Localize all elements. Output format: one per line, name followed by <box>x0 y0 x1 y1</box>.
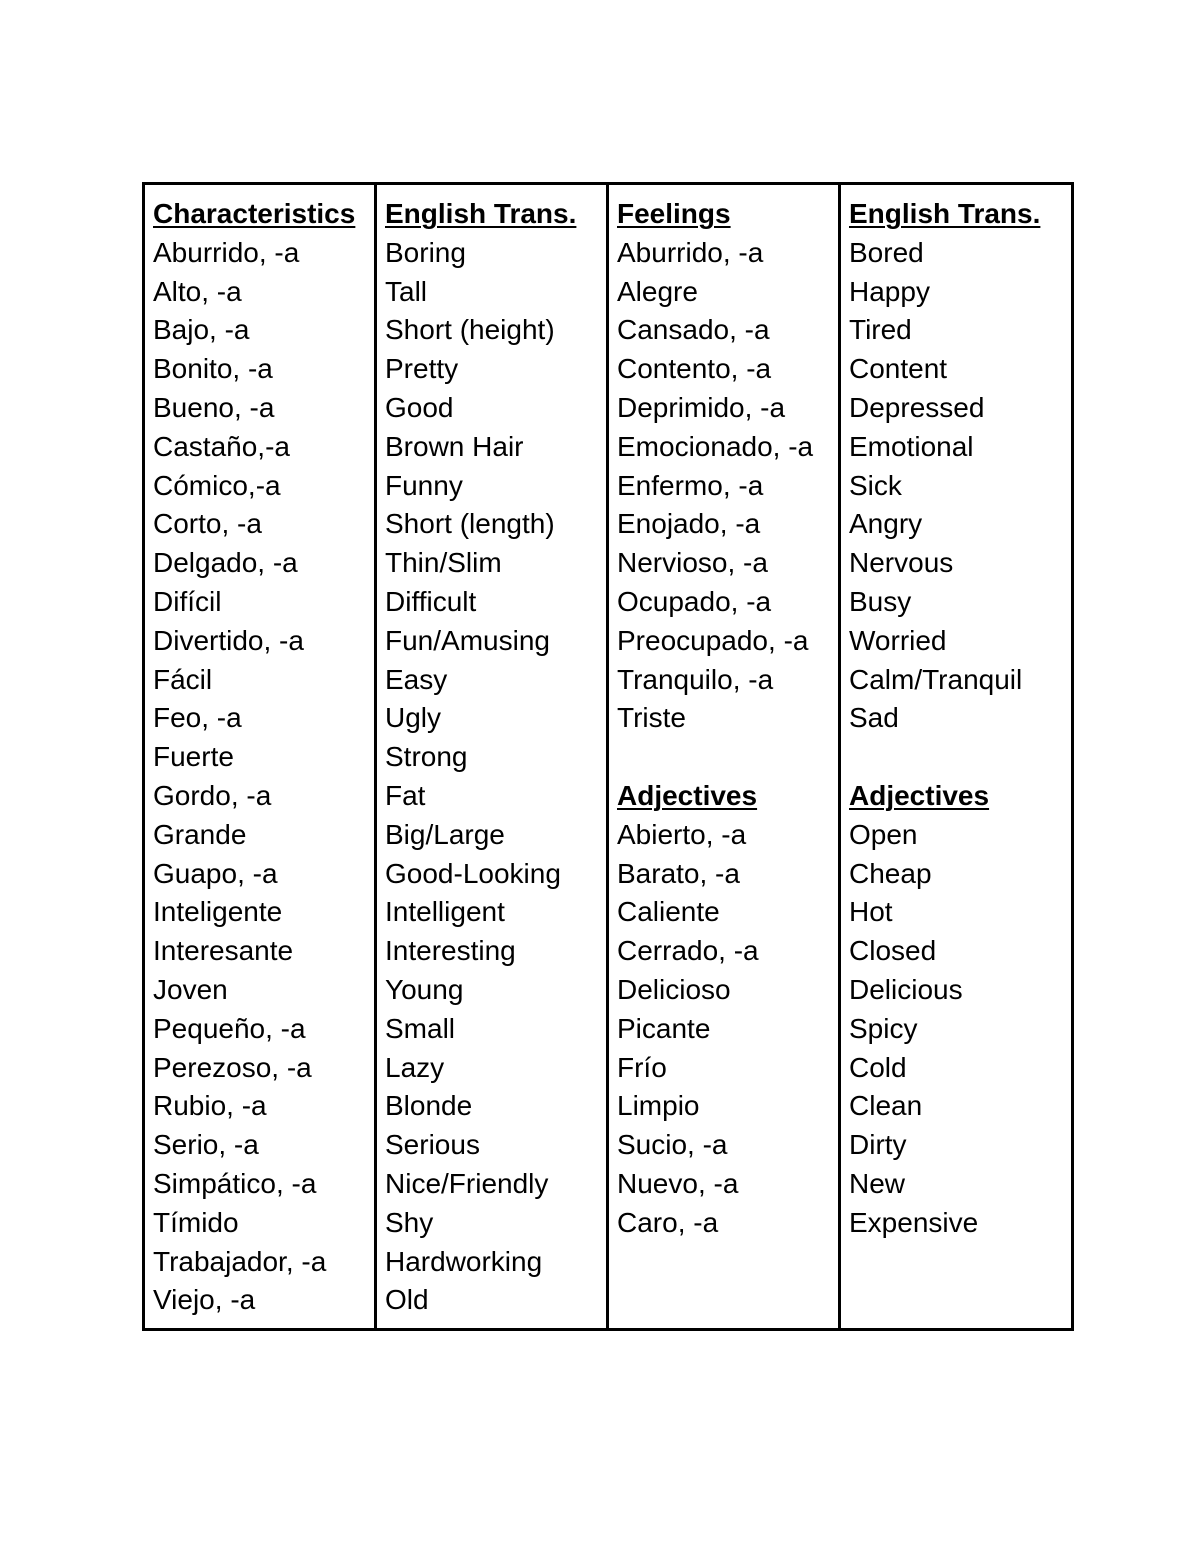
vocab-entry: Tired <box>849 314 912 346</box>
vocab-entry: Bonito, -a <box>153 353 273 385</box>
vocab-entry: Serio, -a <box>153 1129 259 1161</box>
vocab-entry: Preocupado, -a <box>617 624 809 656</box>
vocab-entry: Joven <box>153 973 228 1005</box>
vocab-entry: Funny <box>385 469 463 501</box>
vocab-entry: Intelligent <box>385 896 505 928</box>
vocab-entry: Fuerte <box>153 741 234 773</box>
vocab-entry: Angry <box>849 508 923 540</box>
vocab-entry: Picante <box>617 1012 711 1044</box>
vocab-entry: Strong <box>385 741 468 773</box>
vocab-entry: Contento, -a <box>617 353 772 385</box>
vocab-entry: Hardworking <box>385 1245 543 1277</box>
vocab-entry: Fácil <box>153 663 213 695</box>
vocab-entry: Trabajador, -a <box>153 1245 327 1277</box>
vocab-entry: Pretty <box>385 353 459 385</box>
vocab-entry: Corto, -a <box>153 508 262 540</box>
column-header: English Trans. <box>385 198 577 229</box>
vocab-entry: Cheap <box>849 857 932 889</box>
vocab-entry: Small <box>385 1012 456 1044</box>
vocab-entry: Dirty <box>849 1129 907 1161</box>
vocab-entry: Frío <box>617 1051 667 1083</box>
column-feelings <box>608 184 840 1330</box>
vocab-entry: Boring <box>385 236 466 268</box>
vocab-entry: Aburrido, -a <box>617 236 764 268</box>
vocab-entry: Difícil <box>153 585 222 617</box>
vocab-entry: Spicy <box>849 1012 918 1044</box>
vocab-entry: Caro, -a <box>617 1206 719 1238</box>
section-spacer <box>617 738 830 777</box>
vocab-entry: Rubio, -a <box>153 1090 267 1122</box>
vocab-entry: Busy <box>849 585 912 617</box>
vocab-entry: Feo, -a <box>153 702 242 734</box>
vocab-entry: Deprimido, -a <box>617 391 786 423</box>
vocab-entry: Blonde <box>385 1090 473 1122</box>
section-spacer <box>849 738 1063 777</box>
vocab-entry: Divertido, -a <box>153 624 304 656</box>
vocab-entry: Abierto, -a <box>617 818 747 850</box>
column-characteristics-english <box>376 184 608 1330</box>
vocab-entry: Nervous <box>849 547 954 579</box>
vocab-entry: Happy <box>849 275 930 307</box>
vocab-entry: Nice/Friendly <box>385 1167 549 1199</box>
vocab-entry: Gordo, -a <box>153 779 272 811</box>
vocab-entry: Short (length) <box>385 508 555 540</box>
vocab-entry: Sad <box>849 702 899 734</box>
vocab-entry: Guapo, -a <box>153 857 278 889</box>
vocab-entry: Pequeño, -a <box>153 1012 306 1044</box>
vocab-entry: Cansado, -a <box>617 314 770 346</box>
vocab-entry: Difficult <box>385 585 477 617</box>
vocab-entry: Castaño,-a <box>153 430 290 462</box>
table-row <box>144 184 1073 1330</box>
vocab-entry: Fat <box>385 779 426 811</box>
vocab-entry: Delgado, -a <box>153 547 298 579</box>
vocab-entry: Tall <box>385 275 428 307</box>
vocab-entry: Open <box>849 818 918 850</box>
vocab-entry: New <box>849 1167 906 1199</box>
vocab-entry: Sick <box>849 469 902 501</box>
vocab-entry: Nervioso, -a <box>617 547 768 579</box>
vocab-entry: Sucio, -a <box>617 1129 728 1161</box>
vocab-entry: Tímido <box>153 1206 239 1238</box>
vocab-entry: Expensive <box>849 1206 979 1238</box>
column-header: English Trans. <box>849 198 1041 229</box>
vocab-entry: Delicioso <box>617 973 731 1005</box>
vocab-entry: Emotional <box>849 430 974 462</box>
column-characteristics <box>144 184 376 1330</box>
vocab-entry: Calm/Tranquil <box>849 663 1023 695</box>
vocab-entry: Thin/Slim <box>385 547 502 579</box>
vocab-entry: Bajo, -a <box>153 314 250 346</box>
vocab-entry: Short (height) <box>385 314 555 346</box>
vocab-entry: Good-Looking <box>385 857 561 889</box>
vocab-entry: Grande <box>153 818 247 850</box>
vocab-entry: Barato, -a <box>617 857 740 889</box>
vocab-entry: Nuevo, -a <box>617 1167 739 1199</box>
vocab-entry: Serious <box>385 1129 480 1161</box>
vocab-entry: Viejo, -a <box>153 1284 256 1316</box>
vocab-entry: Easy <box>385 663 448 695</box>
vocab-entry: Alegre <box>617 275 698 307</box>
vocab-entry: Interesting <box>385 935 516 967</box>
vocab-entry: Hot <box>849 896 893 928</box>
vocab-entry: Ugly <box>385 702 442 734</box>
vocab-entry: Old <box>385 1284 429 1316</box>
vocab-entry: Alto, -a <box>153 275 242 307</box>
vocab-entry: Triste <box>617 702 686 734</box>
section-header: Adjectives <box>849 779 990 811</box>
vocab-entry: Lazy <box>385 1051 445 1083</box>
vocab-entry: Delicious <box>849 973 963 1005</box>
vocab-entry: Worried <box>849 624 947 656</box>
vocab-entry: Emocionado, -a <box>617 430 814 462</box>
vocab-entry: Inteligente <box>153 896 283 928</box>
vocab-entry: Closed <box>849 935 937 967</box>
vocab-entry: Aburrido, -a <box>153 236 300 268</box>
vocab-entry: Cold <box>849 1051 907 1083</box>
vocab-entry: Caliente <box>617 896 720 928</box>
vocab-entry: Enfermo, -a <box>617 469 764 501</box>
column-feelings-english <box>840 184 1073 1330</box>
vocab-entry: Simpático, -a <box>153 1167 317 1199</box>
column-header: Feelings <box>617 198 731 229</box>
vocab-entry: Young <box>385 973 464 1005</box>
vocab-entry: Enojado, -a <box>617 508 761 540</box>
vocab-entry: Perezoso, -a <box>153 1051 312 1083</box>
vocab-entry: Content <box>849 353 948 385</box>
vocab-entry: Cómico,-a <box>153 469 281 501</box>
vocab-entry: Tranquilo, -a <box>617 663 774 695</box>
vocab-entry: Interesante <box>153 935 294 967</box>
vocab-entry: Good <box>385 391 454 423</box>
vocab-entry: Bored <box>849 236 924 268</box>
vocab-entry: Ocupado, -a <box>617 585 772 617</box>
vocab-entry: Shy <box>385 1206 434 1238</box>
vocab-entry: Big/Large <box>385 818 505 850</box>
vocab-entry: Bueno, -a <box>153 391 275 423</box>
vocab-entry: Fun/Amusing <box>385 624 550 656</box>
vocabulary-table <box>142 182 1074 1331</box>
vocab-entry: Clean <box>849 1090 923 1122</box>
column-header: Characteristics <box>153 198 356 229</box>
vocab-entry: Depressed <box>849 391 985 423</box>
section-header: Adjectives <box>617 779 758 811</box>
vocab-entry: Limpio <box>617 1090 700 1122</box>
vocab-entry: Brown Hair <box>385 430 524 462</box>
vocab-entry: Cerrado, -a <box>617 935 759 967</box>
